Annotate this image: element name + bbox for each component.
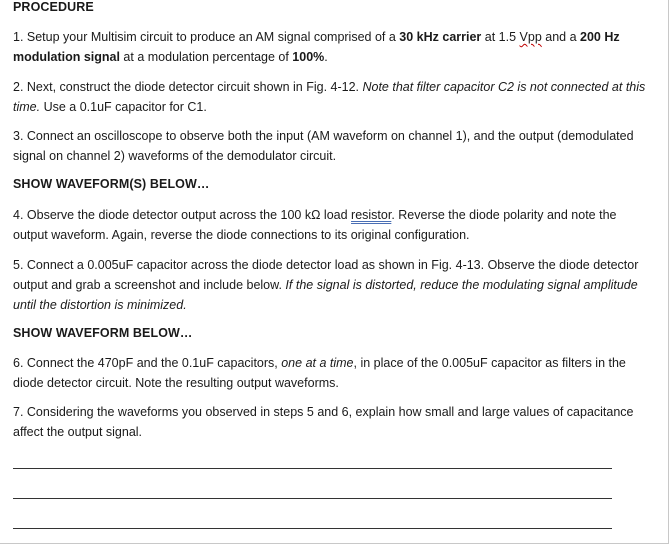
step-2-text-c: Use a 0.1uF capacitor for C1.: [40, 100, 207, 114]
step-3: [13, 126, 653, 166]
answer-line-3[interactable]: [13, 528, 612, 529]
step-1: [13, 27, 653, 67]
step-1-percentage: 100%: [292, 50, 325, 64]
step-1-text-g: at a modulation percentage of: [119, 50, 293, 64]
procedure-heading: PROCEDURE: [13, 0, 94, 14]
step-2: [13, 77, 653, 117]
step-2-text-a: 2. Next, construct the diode detector circuit shown in Fig. 4-12.: [13, 80, 363, 94]
step-1-text-c: at 1.5: [481, 30, 520, 44]
step-6: [13, 353, 653, 393]
answer-line-2[interactable]: [13, 498, 612, 499]
show-waveforms-heading-1: SHOW WAVEFORM(S) BELOW…: [13, 177, 210, 191]
step-7-text-a: 7. Considering the waveforms you observed in steps 5 and 6, explain how small and large values of capacitance affect the output signal.: [13, 405, 634, 439]
step-1-text-e: and a: [541, 30, 581, 44]
step-6-emphasis: one at a time: [281, 356, 354, 370]
step-4: [13, 205, 653, 245]
step-1-modulation: 200 Hz modulation signal: [13, 30, 620, 64]
step-7: [13, 402, 653, 442]
step-1-text-a: 1. Setup your Multisim circuit to produce an AM signal comprised of a: [13, 30, 400, 44]
answer-line-1[interactable]: [13, 468, 612, 469]
step-4-text-c: . Reverse the diode polarity and note the output waveform. Again, reverse the diode connections to its original configuration.: [13, 208, 617, 242]
step-6-text-a: 6. Connect the 470pF and the 0.1uF capacitors,: [13, 356, 282, 370]
step-5-text-a: 5. Connect a 0.005uF capacitor across the diode detector load as shown in Fig. 4-13. Observe the diode detector output and grab a screenshot and include below.: [13, 258, 639, 292]
step-4-resistor: resistor: [351, 208, 392, 222]
step-4-text-a: 4. Observe the diode detector output across the 100 kΩ load: [13, 208, 352, 222]
step-1-vpp: Vpp: [519, 30, 542, 44]
step-2-note: Note that filter capacitor C2 is not connected at this time.: [13, 80, 646, 114]
step-1-text-i: .: [324, 50, 328, 64]
step-1-carrier: 30 kHz carrier: [399, 30, 482, 44]
step-5-note: If the signal is distorted, reduce the modulating signal amplitude until the distortion is minimized.: [13, 278, 638, 312]
show-waveforms-heading-2: SHOW WAVEFORM BELOW…: [13, 326, 193, 340]
step-6-text-c: , in place of the 0.005uF capacitor as filters in the diode detector circuit. Note the resulting output waveforms.: [13, 356, 626, 390]
step-5: [13, 255, 653, 315]
step-3-text-a: 3. Connect an oscilloscope to observe both the input (AM waveform on channel 1), and the output (demodulated signal on channel 2) waveforms of the demodulator circuit.: [13, 129, 634, 163]
